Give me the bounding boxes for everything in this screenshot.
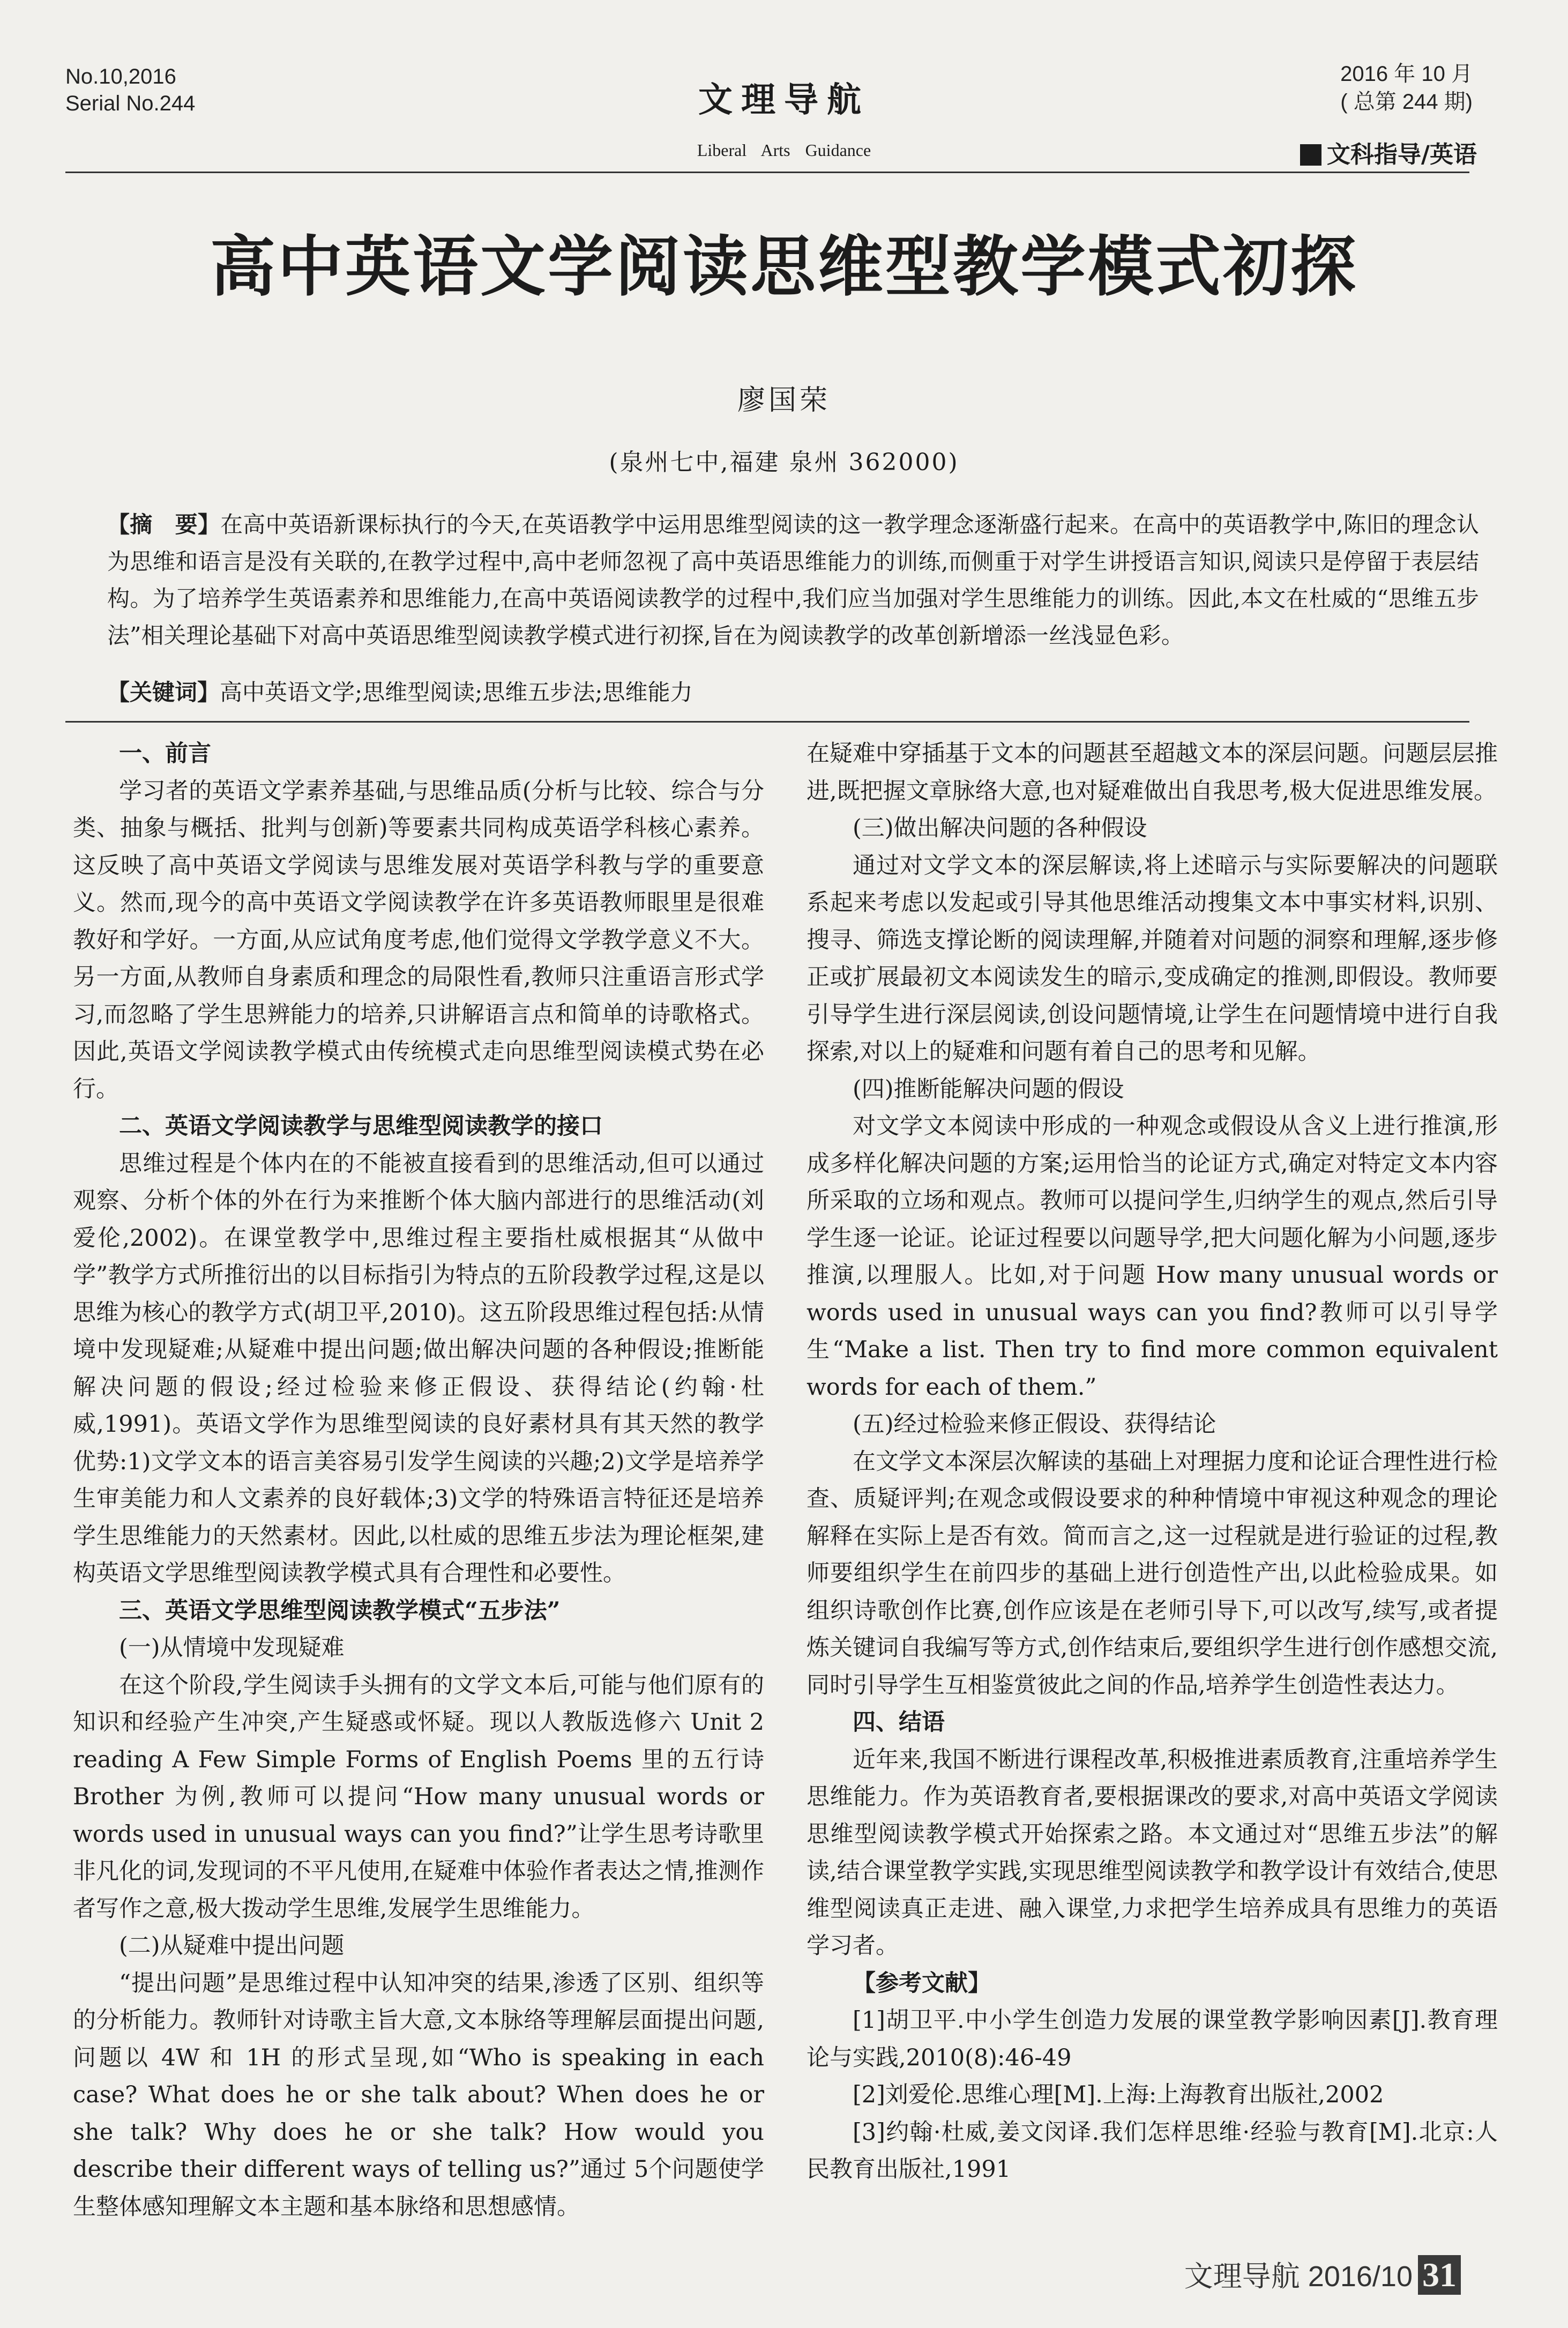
paragraph: 对文学文本阅读中形成的一种观念或假设从含义上进行推演,形成多样化解决问题的方案;运用恰当的论证方式,确定对特定文本内容所采取的立场和观点。教师可以提问学生,归纳学生的观点,然后引导学生逐一论证。论证过程要以问题导学,把大问题化解为小问题,逐步推演,以理服人。比如,对于问题 How many unusual words or words used in unusual ways can you find?教师可以引导学生“Make a list. Then try to find more common equivalent words for each of them.” [807, 1113, 1498, 1401]
page-number: 31 [1418, 2255, 1461, 2295]
subsection-heading: (四)推断能解决问题的假设 [853, 1075, 1124, 1103]
paragraph: 在这个阶段,学生阅读手头拥有的文学文本后,可能与他们原有的知识和经验产生冲突,产生疑惑或怀疑。现以人教版选修六 Unit 2 reading A Few Simple Forms of English Poems 里的五行诗 Brother 为例,教师可以提问“How many unusual words or words used in unusual ways can you find?”让学生思考诗歌里非凡化的词,发现词的不平凡使用,在疑难中体验作者表达之情,推测作者写作之意,极大拨动学生思维,发展学生思维能力。 [73, 1671, 764, 1922]
issue-date-info [1340, 60, 1473, 116]
article-author: 廖国荣 [737, 384, 831, 416]
column-label [1300, 135, 1477, 169]
paragraph: 近年来,我国不断进行课程改革,积极推进素质教育,注重培养学生思维能力。作为英语教育者,要根据课改的要求,对高中英语文学阅读思维型阅读教学模式开始探索之路。本文通过对“思维五步法”的解读,结合课堂教学实践,实现思维型阅读教学和教学设计有效结合,使思维型阅读真正走进、融入课堂,力求把学生培养成具有思维力的英语学习者。 [807, 1746, 1498, 1959]
left-column [73, 735, 764, 2226]
reference-item: [2]刘爱伦.思维心理[M].上海:上海教育出版社,2002 [853, 2081, 1384, 2108]
serial-number: Serial No.244 [65, 92, 196, 115]
journal-english-name: Liberal Arts Guidance [697, 140, 871, 160]
paragraph: “提出问题”是思维过程中认知冲突的结果,渗透了区别、组织等的分析能力。教师针对诗歌主旨大意,文本脉络等理解层面提出问题,问题以 4W 和 1H 的形式呈现,如“Who is speaking in each case? What does he or she talk about? When does he or she talk? Why does he or she talk? How would you describe their different ways of telling us?”通过 5个问题使学生整体感知理解文本主题和基本脉络和思想感情。 [73, 1969, 764, 2220]
page-footer [1184, 2253, 1461, 2295]
subsection-heading: (一)从情境中发现疑难 [119, 1634, 345, 1661]
references-heading: 【参考文献】 [853, 1969, 991, 1997]
paragraph: 通过对文学文本的深层解读,将上述暗示与实际要解决的问题联系起来考虑以发起或引导其他思维活动搜集文本中事实材料,识别、搜寻、筛选支撑论断的阅读理解,并随着对问题的洞察和理解,逐步修正或扩展最初文本阅读发生的暗示,变成确定的推测,即假设。教师要引导学生进行深层阅读,创设问题情境,让学生在问题情境中进行自我探索,对以上的疑难和问题有着自己的思考和见解。 [807, 852, 1498, 1065]
subsection-heading: (二)从疑难中提出问题 [119, 1932, 345, 1959]
section-heading: 三、英语文学思维型阅读教学模式“五步法” [119, 1597, 561, 1624]
footer-journal-date: 文理导航 2016/10 [1184, 2260, 1413, 2293]
section-heading: 四、结语 [853, 1709, 945, 1736]
black-square-icon [1300, 144, 1321, 166]
keywords [107, 674, 1479, 711]
total-issue: ( 总第 244 期) [1340, 90, 1473, 114]
paragraph: 在疑难中穿插基于文本的问题甚至超越文本的深层问题。问题层层推进,既把握文章脉络大意,也对疑难做出自我思考,极大促进思维发展。 [807, 740, 1498, 805]
keywords-label: 【关键词】 [107, 679, 220, 705]
paragraph: 学习者的英语文学素养基础,与思维品质(分析与比较、综合与分类、抽象与概括、批判与创新)等要素共同构成英语学科核心素养。这反映了高中英语文学阅读与思维发展对英语学科教与学的重要意义。然而,现今的高中英语文学阅读教学在许多英语教师眼里是很难教好和学好。一方面,从应试角度考虑,他们觉得文学教学意义不大。另一方面,从教师自身素质和理念的局限性看,教师只注重语言形式学习,而忽略了学生思辨能力的培养,只讲解语言点和简单的诗歌格式。因此,英语文学阅读教学模式由传统模式走向思维型阅读模式势在必行。 [73, 777, 764, 1103]
paragraph: 在文学文本深层次解读的基础上对理据力度和论证合理性进行检查、质疑评判;在观念或假设要求的种种情境中审视这种观念的理论解释在实际上是否有效。简而言之,这一过程就是进行验证的过程,教师要组织学生在前四步的基础上进行创造性产出,以此检验成果。如组织诗歌创作比赛,创作应该是在老师引导下,可以改写,续写,或者提炼关键词自我编写等方式,创作结束后,要组织学生进行创作感想交流,同时引导学生互相鉴赏彼此之间的作品,培养学生创造性表达力。 [807, 1448, 1498, 1699]
column-text: 文科指导/英语 [1326, 141, 1477, 168]
subsection-heading: (五)经过检验来修正假设、获得结论 [853, 1411, 1216, 1438]
journal-name: 文理导航 [698, 80, 870, 120]
issue-number: No.10,2016 [65, 65, 176, 88]
article-title: 高中英语文学阅读思维型教学模式初探 [210, 228, 1358, 305]
section-heading: 一、前言 [119, 740, 211, 767]
keywords-text: 高中英语文学;思维型阅读;思维五步法;思维能力 [220, 679, 693, 705]
header-divider [65, 172, 1469, 173]
paragraph: 思维过程是个体内在的不能被直接看到的思维活动,但可以通过观察、分析个体的外在行为来推断个体大脑内部进行的思维活动(刘爱伦,2002)。在课堂教学中,思维过程主要指杜威根据其“从做中学”教学方式所推衍出的以目标指引为特点的五阶段教学过程,这是以思维为核心的教学方式(胡卫平,2010)。这五阶段思维过程包括:从情境中发现疑难;从疑难中提出问题;做出解决问题的各种假设;推断能解决问题的假设;经过检验来修正假设、获得结论(约翰·杜威,1991)。英语文学作为思维型阅读的良好素材具有其天然的教学优势:1)文学文本的语言美容易引发学生阅读的兴趣;2)文学是培养学生审美能力和人文素养的良好载体;3)文学的特殊语言特征还是培养学生思维能力的天然素材。因此,以杜威的思维五步法为理论框架,建构英语文学思维型阅读教学模式具有合理性和必要性。 [73, 1150, 764, 1587]
reference-item: [1]胡卫平.中小学生创造力发展的课堂教学影响因素[J].教育理论与实践,2010(8):46-49 [807, 2007, 1498, 2071]
abstract-label: 【摘 要】 [107, 511, 221, 538]
author-affiliation: (泉州七中,福建 泉州 362000) [609, 449, 959, 476]
section-heading: 二、英语文学阅读教学与思维型阅读教学的接口 [119, 1113, 603, 1140]
body-divider [65, 721, 1469, 723]
reference-item: [3]约翰·杜威,姜文闵译.我们怎样思维·经验与教育[M].北京:人民教育出版社,1991 [807, 2118, 1498, 2183]
subsection-heading: (三)做出解决问题的各种假设 [853, 815, 1147, 842]
right-column [807, 735, 1498, 2189]
abstract-text: 在高中英语新课标执行的今天,在英语教学中运用思维型阅读的这一教学理念逐渐盛行起来。在高中的英语教学中,陈旧的理念认为思维和语言是没有关联的,在教学过程中,高中老师忽视了高中英语思维能力的训练,而侧重于对学生讲授语言知识,阅读只是停留于表层结构。为了培养学生英语素养和思维能力,在高中英语阅读教学的过程中,我们应当加强对学生思维能力的训练。因此,本文在杜威的“思维五步法”相关理论基础下对高中英语思维型阅读教学模式进行初探,旨在为阅读教学的改革创新增添一丝浅显色彩。 [107, 511, 1479, 649]
issue-date: 2016 年 10 月 [1340, 62, 1473, 86]
abstract [107, 506, 1479, 654]
